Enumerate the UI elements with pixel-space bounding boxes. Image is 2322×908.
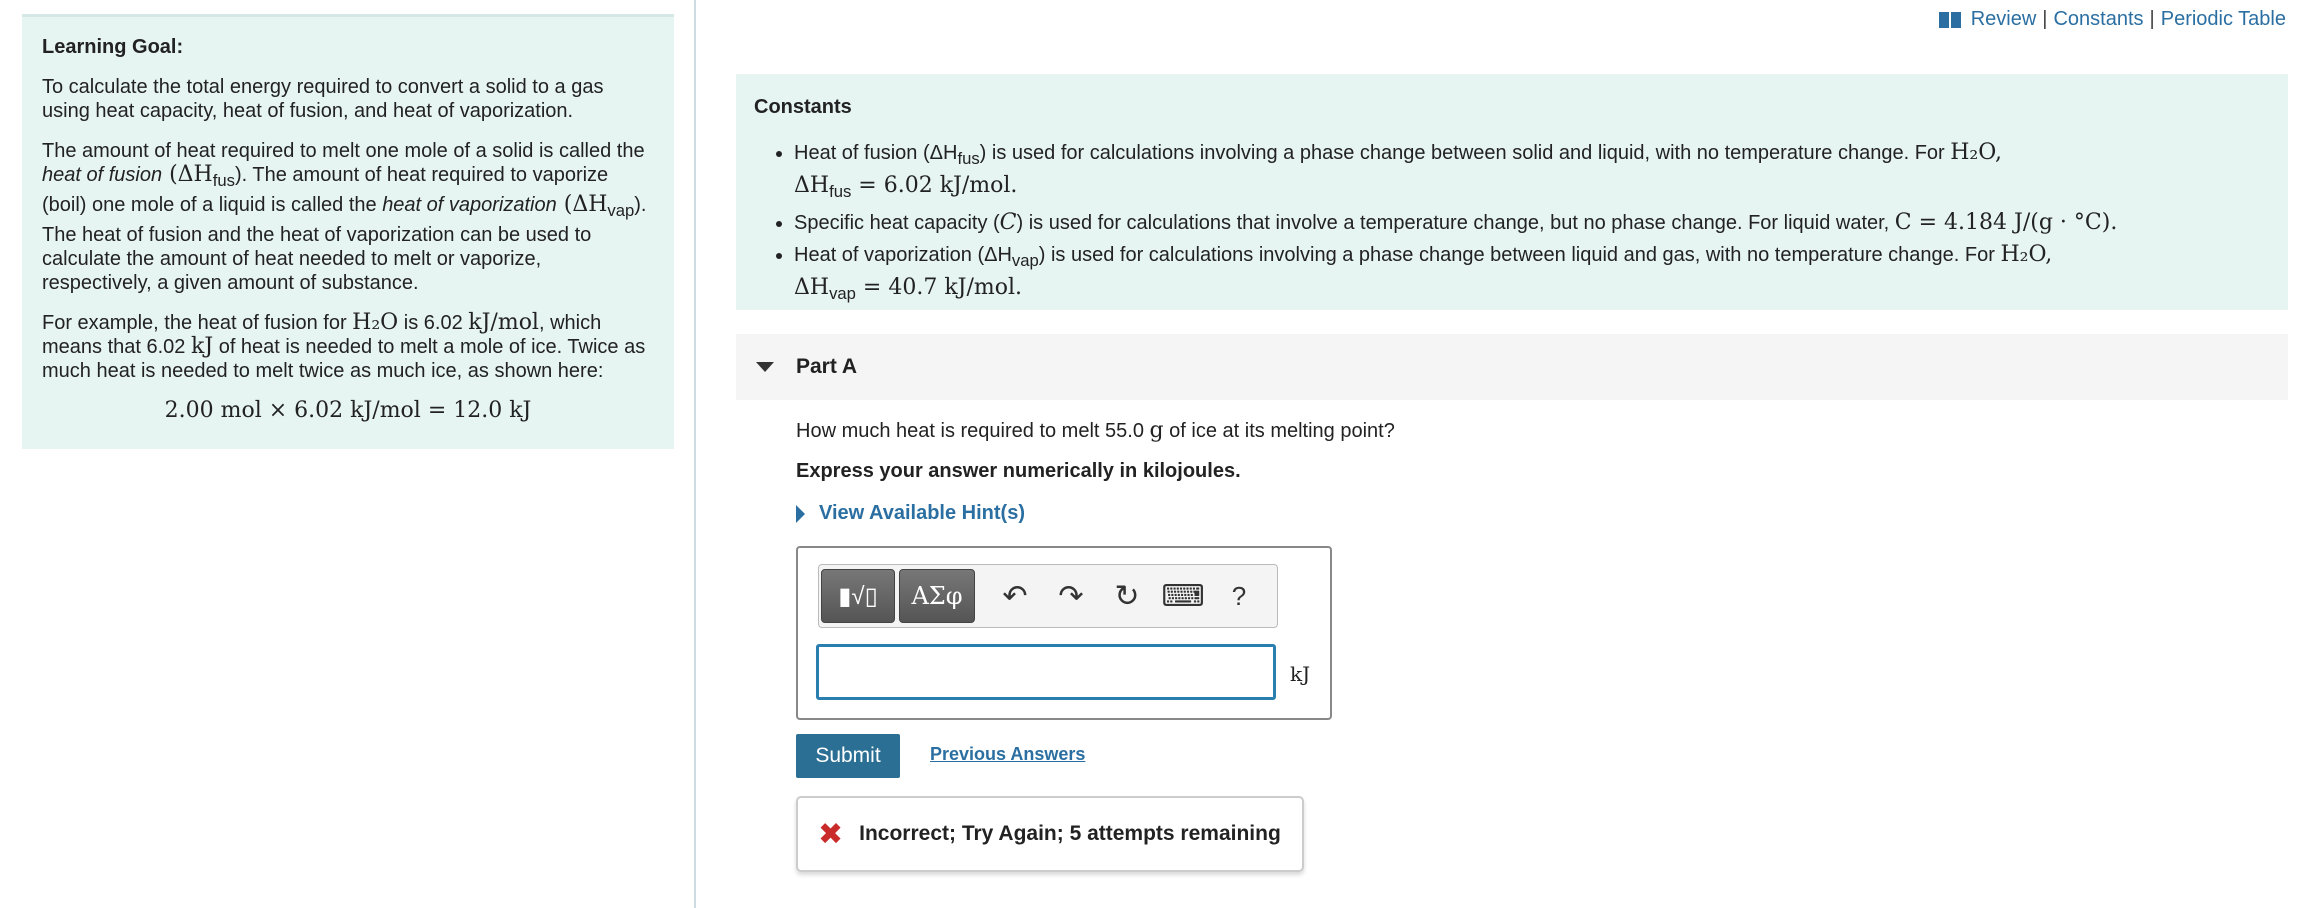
question-instruction: Express your answer numerically in kilojoules. — [796, 460, 1241, 482]
learning-goal-example: For example, the heat of fusion for H₂O is 6.02 kJ/mol, which means that 6.02 kJ of heat is needed to melt a mole of ice. Twice as much heat is needed to melt twice as much ice, as shown here: — [42, 310, 646, 382]
feedback-message — [796, 796, 1304, 872]
header-links — [1939, 8, 2286, 31]
constant-heat-of-fusion: • Heat of fusion $(\Delta H_{fus})$ is used for calculations involving a phase change between solid and liquid, with no temperature change. For H₂O, $\Delta H_{fus} = 6.02$ kJ/mol. — [794, 139, 2270, 205]
learning-goal-panel — [22, 14, 674, 449]
constant-specific-heat: • Specific heat capacity (C) is used for calculations that involve a temperature change, but no phase change. For liquid water, C = 4.184 J/(g · °C). — [794, 209, 2270, 237]
panel-divider — [694, 0, 696, 908]
answer-input[interactable] — [816, 644, 1276, 700]
review-link[interactable]: Review — [1970, 8, 2037, 30]
answer-unit: kJ — [1290, 662, 1311, 686]
redo-icon[interactable]: ↷ — [1058, 579, 1084, 613]
learning-goal-title: Learning Goal: — [42, 36, 184, 58]
error-icon: ✖ — [818, 817, 844, 851]
caret-right-icon — [796, 505, 805, 523]
periodic-table-link[interactable]: Periodic Table — [2160, 8, 2286, 30]
help-icon[interactable]: ? — [1231, 580, 1247, 611]
part-a-label: Part A — [796, 355, 858, 378]
submit-button[interactable]: Submit — [796, 734, 900, 778]
constants-panel — [736, 74, 2288, 310]
view-hints-link[interactable] — [796, 502, 1025, 525]
undo-icon[interactable]: ↶ — [1002, 579, 1028, 613]
constant-heat-of-vaporization: • Heat of vaporization $(\Delta H_{vap})$ is used for calculations involving a phase change between liquid and gas, with no temperature change. For H₂O, $\Delta H_{vap} = 40.7$ kJ/mol. — [794, 241, 2270, 307]
answer-box — [796, 546, 1332, 720]
learning-goal-intro: To calculate the total energy required to convert a solid to a gas using heat capacity, heat of fusion, and heat of vaporization. — [42, 76, 604, 122]
part-a-header[interactable] — [736, 334, 2288, 400]
hints-label: View Available Hint(s) — [819, 502, 1025, 524]
feedback-text: Incorrect; Try Again; 5 attempts remaining — [859, 822, 1281, 845]
symbols-button[interactable]: ΑΣφ — [899, 569, 975, 623]
question-text: How much heat is required to melt 55.0 g of ice at its melting point? — [796, 418, 1395, 443]
constants-title: Constants — [754, 96, 852, 118]
link-separator: | — [2149, 8, 2155, 30]
book-icon — [1939, 12, 1961, 28]
keyboard-icon[interactable]: ⌨ — [1161, 579, 1205, 613]
reset-icon[interactable]: ↻ — [1114, 579, 1140, 613]
learning-goal-definitions: The amount of heat required to melt one mole of a solid is called the heat of fusion $(\Delta H_{fus})$. The amount of heat required to vaporize (boil) one mole of a liquid is called the heat of vaporization $(\Delta H_{vap})$. The heat of fusion and the heat of vaporization can be used to calculate the amount of heat needed to melt or vaporize, respectively, a given amount of substance. — [42, 140, 647, 294]
previous-answers-link[interactable]: Previous Answers — [930, 744, 1086, 764]
example-equation: 2.00 mol × 6.02 kJ/mol = 12.0 kJ — [164, 398, 532, 423]
link-separator: | — [2042, 8, 2048, 30]
caret-down-icon — [756, 362, 774, 372]
templates-button[interactable]: ▮√▯ — [821, 569, 895, 623]
constants-link[interactable]: Constants — [2053, 8, 2144, 30]
math-toolbar — [818, 564, 1278, 628]
